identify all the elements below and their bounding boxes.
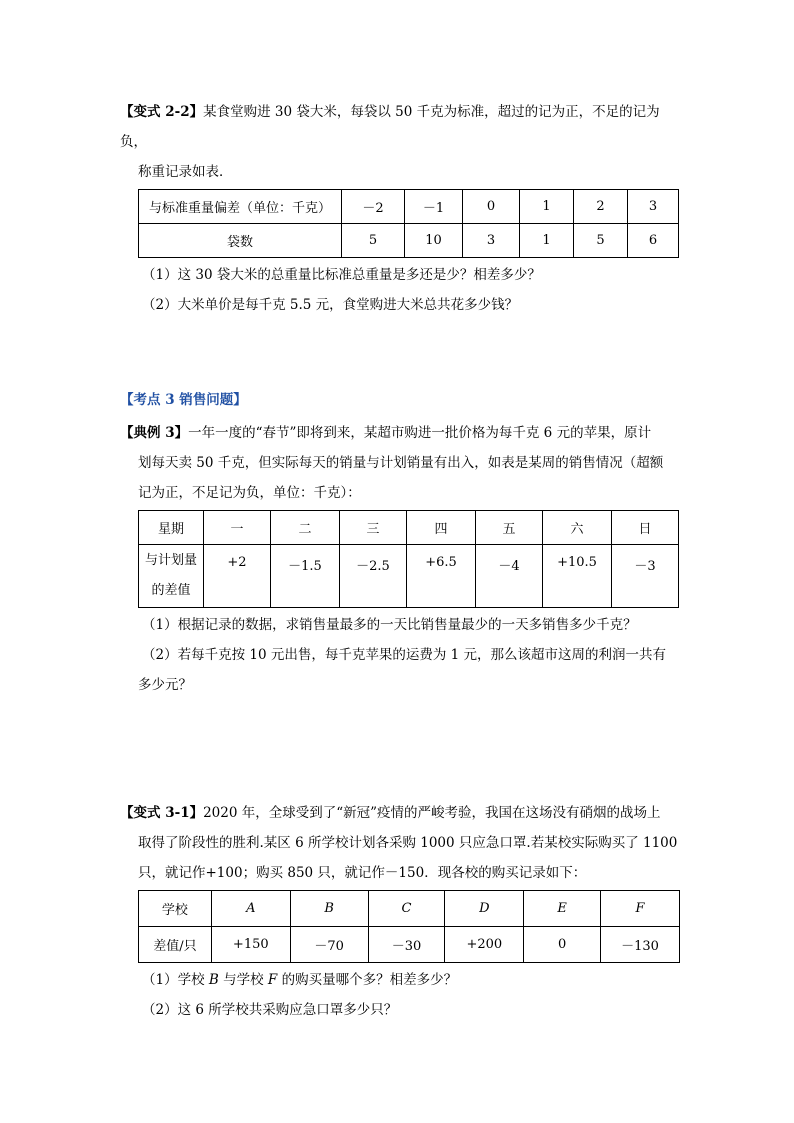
table-cell: +2 — [204, 545, 271, 608]
table-row — [139, 511, 679, 545]
table-cell: 一 — [204, 511, 271, 545]
variant-2-2-line2: 称重记录如表． — [138, 164, 233, 180]
table-cell: 六 — [543, 511, 612, 545]
example-3 — [120, 418, 680, 700]
table-row-label: 袋数 — [139, 224, 342, 258]
variant-2-2-text-1: 某食堂购进 30 袋大米，每袋以 50 千克为标准，超过的记为正，不足的记为负， — [120, 104, 660, 150]
table-cell: E — [524, 891, 601, 927]
table-cell: B — [290, 891, 368, 927]
q1-school-f: F — [267, 972, 278, 988]
table-header-label: 学校 — [139, 891, 212, 927]
table-cell: －4 — [476, 545, 543, 608]
example-3-line2: 划每天卖 50 千克，但实际每天的销量与计划销量有出入，如表是某周的销售情况（超额 — [138, 455, 664, 471]
q1-mid: 与学校 — [218, 972, 268, 988]
row-label-line-1: 与计划量 — [144, 553, 197, 568]
table-cell: 6 — [628, 224, 679, 258]
variant-3-1-tag: 【变式 3-1】 — [120, 805, 204, 821]
variant-2-2 — [120, 97, 680, 320]
table-cell: －1.5 — [271, 545, 340, 608]
table-row — [139, 545, 679, 608]
table-cell: －1 — [405, 190, 463, 224]
table-cell: 0 — [524, 927, 601, 963]
example-3-line1 — [120, 418, 680, 448]
table-cell: D — [445, 891, 524, 927]
example-3-tag: 【典例 3】 — [120, 425, 189, 441]
variant-2-2-line1 — [120, 97, 680, 157]
mask-table — [138, 890, 680, 963]
table-cell: 3 — [463, 224, 520, 258]
table-cell: 2 — [574, 190, 628, 224]
question-1: （1）这 30 袋大米的总重量比标准总重量是多还是少？相差多少？ — [142, 267, 541, 283]
table-row-label — [139, 545, 204, 608]
deviation-table — [138, 189, 679, 258]
question-2: （2）这 6 所学校共采购应急口罩多少只？ — [142, 1002, 398, 1018]
q1-suffix: 的购买量哪个多？相差多少？ — [277, 972, 458, 988]
row-label-line-2: 的差值 — [151, 583, 191, 598]
table-cell: 5 — [342, 224, 405, 258]
variant-3-1 — [120, 798, 680, 1025]
table-cell: －30 — [368, 927, 445, 963]
section-heading: 【考点 3 销售问题】 — [120, 392, 247, 408]
table-cell: 5 — [574, 224, 628, 258]
variant-2-2-tag: 【变式 2-2】 — [120, 104, 204, 120]
section-3 — [120, 386, 680, 414]
table-cell: 日 — [612, 511, 679, 545]
table-cell: 四 — [407, 511, 476, 545]
table-cell: 1 — [520, 224, 574, 258]
table-header-label: 星期 — [139, 511, 204, 545]
variant-3-1-line3: 只，就记作+100；购买 850 只，就记作－150．现各校的购买记录如下： — [138, 865, 587, 881]
question-2-line1: （2）若每千克按 10 元出售，每千克苹果的运费为 1 元，那么该超市这周的利润一共有 — [142, 647, 667, 663]
table-cell: －3 — [612, 545, 679, 608]
table-cell: 五 — [476, 511, 543, 545]
table-cell: 10 — [405, 224, 463, 258]
question-2-line2: 多少元？ — [138, 677, 192, 693]
example-3-line3: 记为正，不足记为负，单位：千克）： — [138, 485, 361, 501]
variant-3-1-line2: 取得了阶段性的胜利.某区 6 所学校计划各采购 1000 只应急口罩.若某校实际购买了 1100 — [138, 835, 678, 851]
table-cell: －2.5 — [340, 545, 407, 608]
table-row — [139, 927, 680, 963]
table-row — [139, 891, 680, 927]
table-cell: C — [368, 891, 445, 927]
question-2: （2）大米单价是每千克 5.5 元，食堂购进大米总共花多少钱？ — [142, 297, 519, 313]
table-row — [139, 190, 679, 224]
table-header-label: 与标准重量偏差（单位：千克） — [139, 190, 342, 224]
question-1 — [120, 965, 680, 995]
table-cell: 1 — [520, 190, 574, 224]
table-cell: 0 — [463, 190, 520, 224]
table-cell: +200 — [445, 927, 524, 963]
table-cell: －2 — [342, 190, 405, 224]
question-1: （1）根据记录的数据，求销售量最多的一天比销售量最少的一天多销售多少千克？ — [142, 617, 637, 633]
table-cell: －130 — [601, 927, 680, 963]
table-row-label: 差值/只 — [139, 927, 212, 963]
q1-school-b: B — [208, 972, 219, 988]
table-cell: F — [601, 891, 680, 927]
table-cell: 二 — [271, 511, 340, 545]
table-cell: +150 — [211, 927, 290, 963]
example-3-text-1: 一年一度的“春节”即将到来，某超市购进一批价格为每千克 6 元的苹果，原计 — [188, 425, 652, 441]
table-cell: －70 — [290, 927, 368, 963]
table-row — [139, 224, 679, 258]
variant-3-1-text-1: 2020 年，全球受到了“新冠”疫情的严峻考验，我国在这场没有硝烟的战场上 — [203, 805, 661, 821]
q1-prefix: （1）学校 — [142, 972, 209, 988]
variant-3-1-line1 — [120, 798, 680, 828]
table-cell: A — [211, 891, 290, 927]
table-cell: +6.5 — [407, 545, 476, 608]
table-cell: 三 — [340, 511, 407, 545]
table-cell: +10.5 — [543, 545, 612, 608]
sales-table — [138, 510, 679, 608]
table-cell: 3 — [628, 190, 679, 224]
